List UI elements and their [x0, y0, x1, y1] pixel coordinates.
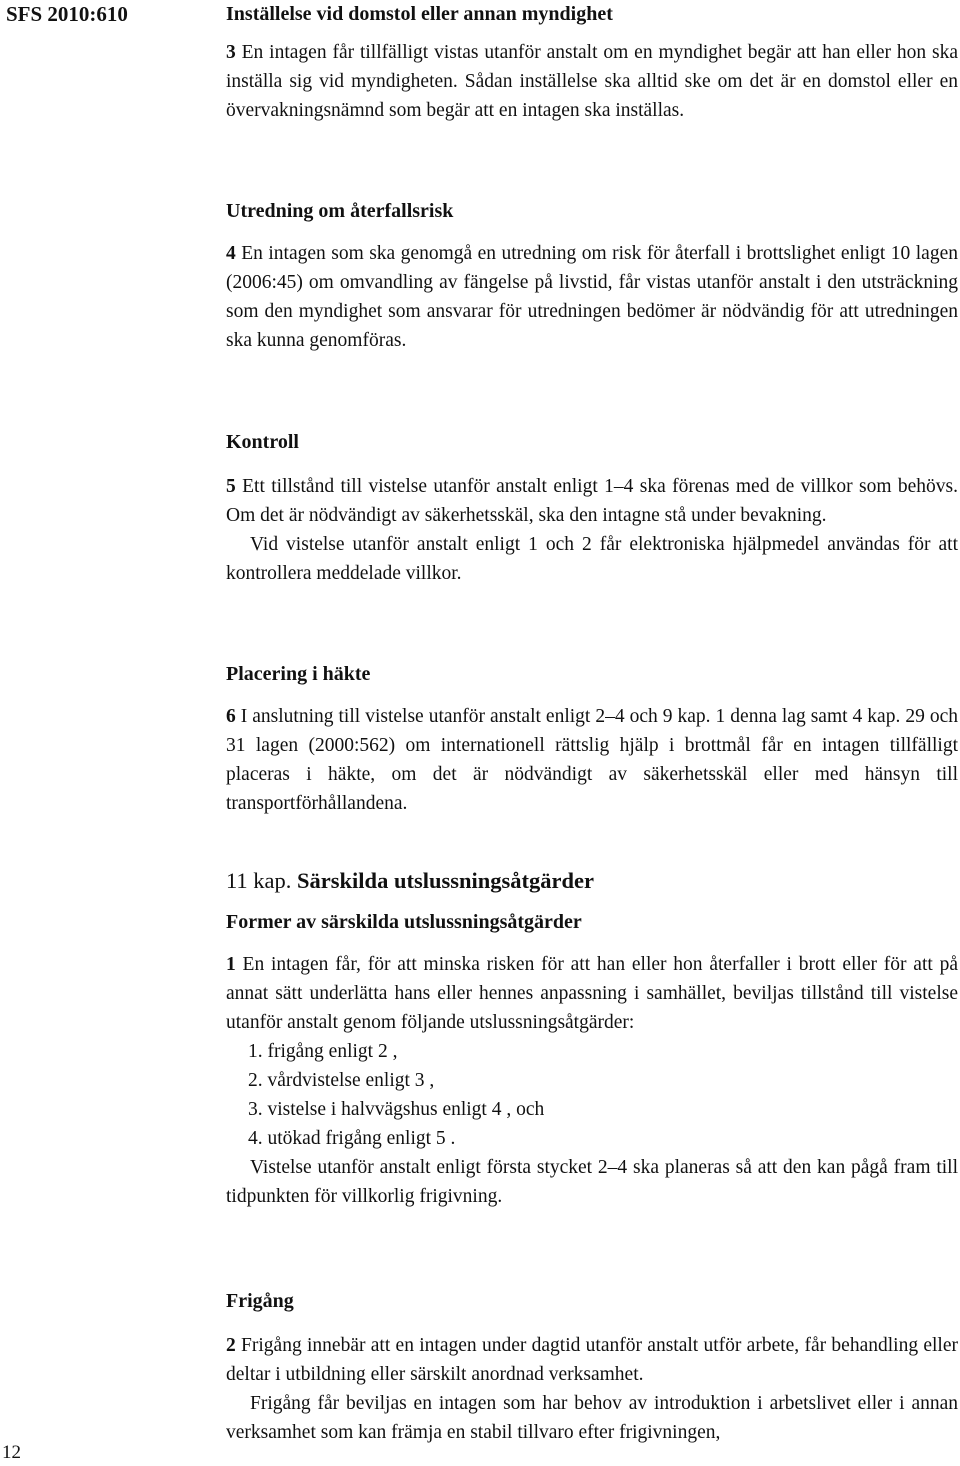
paragraph-text: I anslutning till vistelse utanför anstalt enligt 2–4 och 9 kap. 1 denna lag samt 4 kap. 29 och 31 lagen (2000:562) om internationell rättslig hjälp i brottmål får en intagen tillfälligt placeras i häkte, om det är nödvändigt av säkerhetsskäl eller med hänsyn till transportförhållandena.	[226, 706, 958, 814]
paragraph-text: En intagen får, för att minska risken för att han eller hon återfaller i brott eller för att på annat sätt underlätta hans eller hennes anpassning i samhället, beviljas tillstånd till vistelse utanför anstalt genom följande utslussningsåtgärder:	[226, 954, 958, 1033]
paragraph-5-second: Vid vistelse utanför anstalt enligt 1 och 2 får elektroniska hjälpmedel användas för att kontrollera meddelade villkor.	[226, 534, 958, 584]
paragraph-number: 1	[226, 954, 236, 975]
list-item: 3. vistelse i halvvägshus enligt 4 , och	[248, 1099, 545, 1120]
paragraph-number: 3	[226, 42, 236, 63]
chapter-11	[226, 866, 958, 1211]
section-heading: Kontroll	[226, 431, 299, 453]
paragraph-text: Frigång innebär att en intagen under dagtid utanför anstalt utför arbete, får behandling eller deltar i utbildning eller särskilt anordnad verksamhet.	[226, 1335, 958, 1385]
section-hakte	[226, 660, 958, 818]
paragraph-text: Ett tillstånd till vistelse utanför anstalt enligt 1–4 ska förenas med de villkor som behövs. Om det är nödvändigt av säkerhetsskäl, ska den intagne stå under bevakning.	[226, 476, 958, 526]
section-heading: Former av särskilda utslussningsåtgärder	[226, 911, 582, 933]
section-heading: Placering i häkte	[226, 663, 371, 685]
section-kontroll	[226, 428, 958, 588]
paragraph-text: En intagen får tillfälligt vistas utanför anstalt om en myndighet begär att han eller hon ska inställa sig vid myndigheten. Sådan inställelse ska alltid ske om det är en domstol eller en övervakningsnämnd som begär att en intagen ska inställas.	[226, 42, 958, 121]
section-heading: Inställelse vid domstol eller annan myndighet	[226, 3, 613, 25]
section-heading: Frigång	[226, 1290, 294, 1312]
list-item: 1. frigång enligt 2 ,	[248, 1041, 398, 1062]
paragraph-1-second: Vistelse utanför anstalt enligt första stycket 2–4 ska planeras så att den kan pågå fram till tidpunkten för villkorlig frigivning.	[226, 1157, 958, 1207]
chapter-number: 11 kap.	[226, 868, 292, 893]
paragraph-3	[226, 38, 958, 125]
paragraph-2	[226, 1331, 958, 1389]
document-reference: SFS 2010:610	[6, 2, 128, 26]
paragraph-6	[226, 702, 958, 818]
section-utredning	[226, 197, 958, 355]
page-number: 12	[2, 1442, 21, 1463]
paragraph-2-second: Frigång får beviljas en intagen som har behov av introduktion i arbetslivet eller i annan verksamhet som kan främja en stabil tillvaro efter frigivningen,	[226, 1393, 958, 1443]
paragraph-number: 4	[226, 243, 236, 264]
measures-list	[226, 1037, 958, 1153]
chapter-title: Särskilda utslussningsåtgärder	[291, 868, 594, 893]
paragraph-number: 2	[226, 1335, 236, 1356]
chapter-heading	[226, 866, 958, 896]
paragraph-5	[226, 472, 958, 530]
paragraph-4	[226, 239, 958, 355]
section-heading: Utredning om återfallsrisk	[226, 200, 454, 222]
paragraph-number: 6	[226, 706, 236, 727]
section-frigang	[226, 1287, 958, 1447]
list-item: 2. vårdvistelse enligt 3 ,	[248, 1070, 435, 1091]
paragraph-number: 5	[226, 476, 236, 497]
section-installelse	[226, 0, 958, 125]
paragraph-1	[226, 950, 958, 1037]
list-item: 4. utökad frigång enligt 5 .	[248, 1128, 456, 1149]
paragraph-text: En intagen som ska genomgå en utredning om risk för återfall i brottslighet enligt 10 lagen (2006:45) om omvandling av fängelse på livstid, får vistas utanför anstalt i den utsträckning som den myndighet som ansvarar för utredningen bedömer är nödvändig för att utredningen ska kunna genomföras.	[226, 243, 958, 351]
